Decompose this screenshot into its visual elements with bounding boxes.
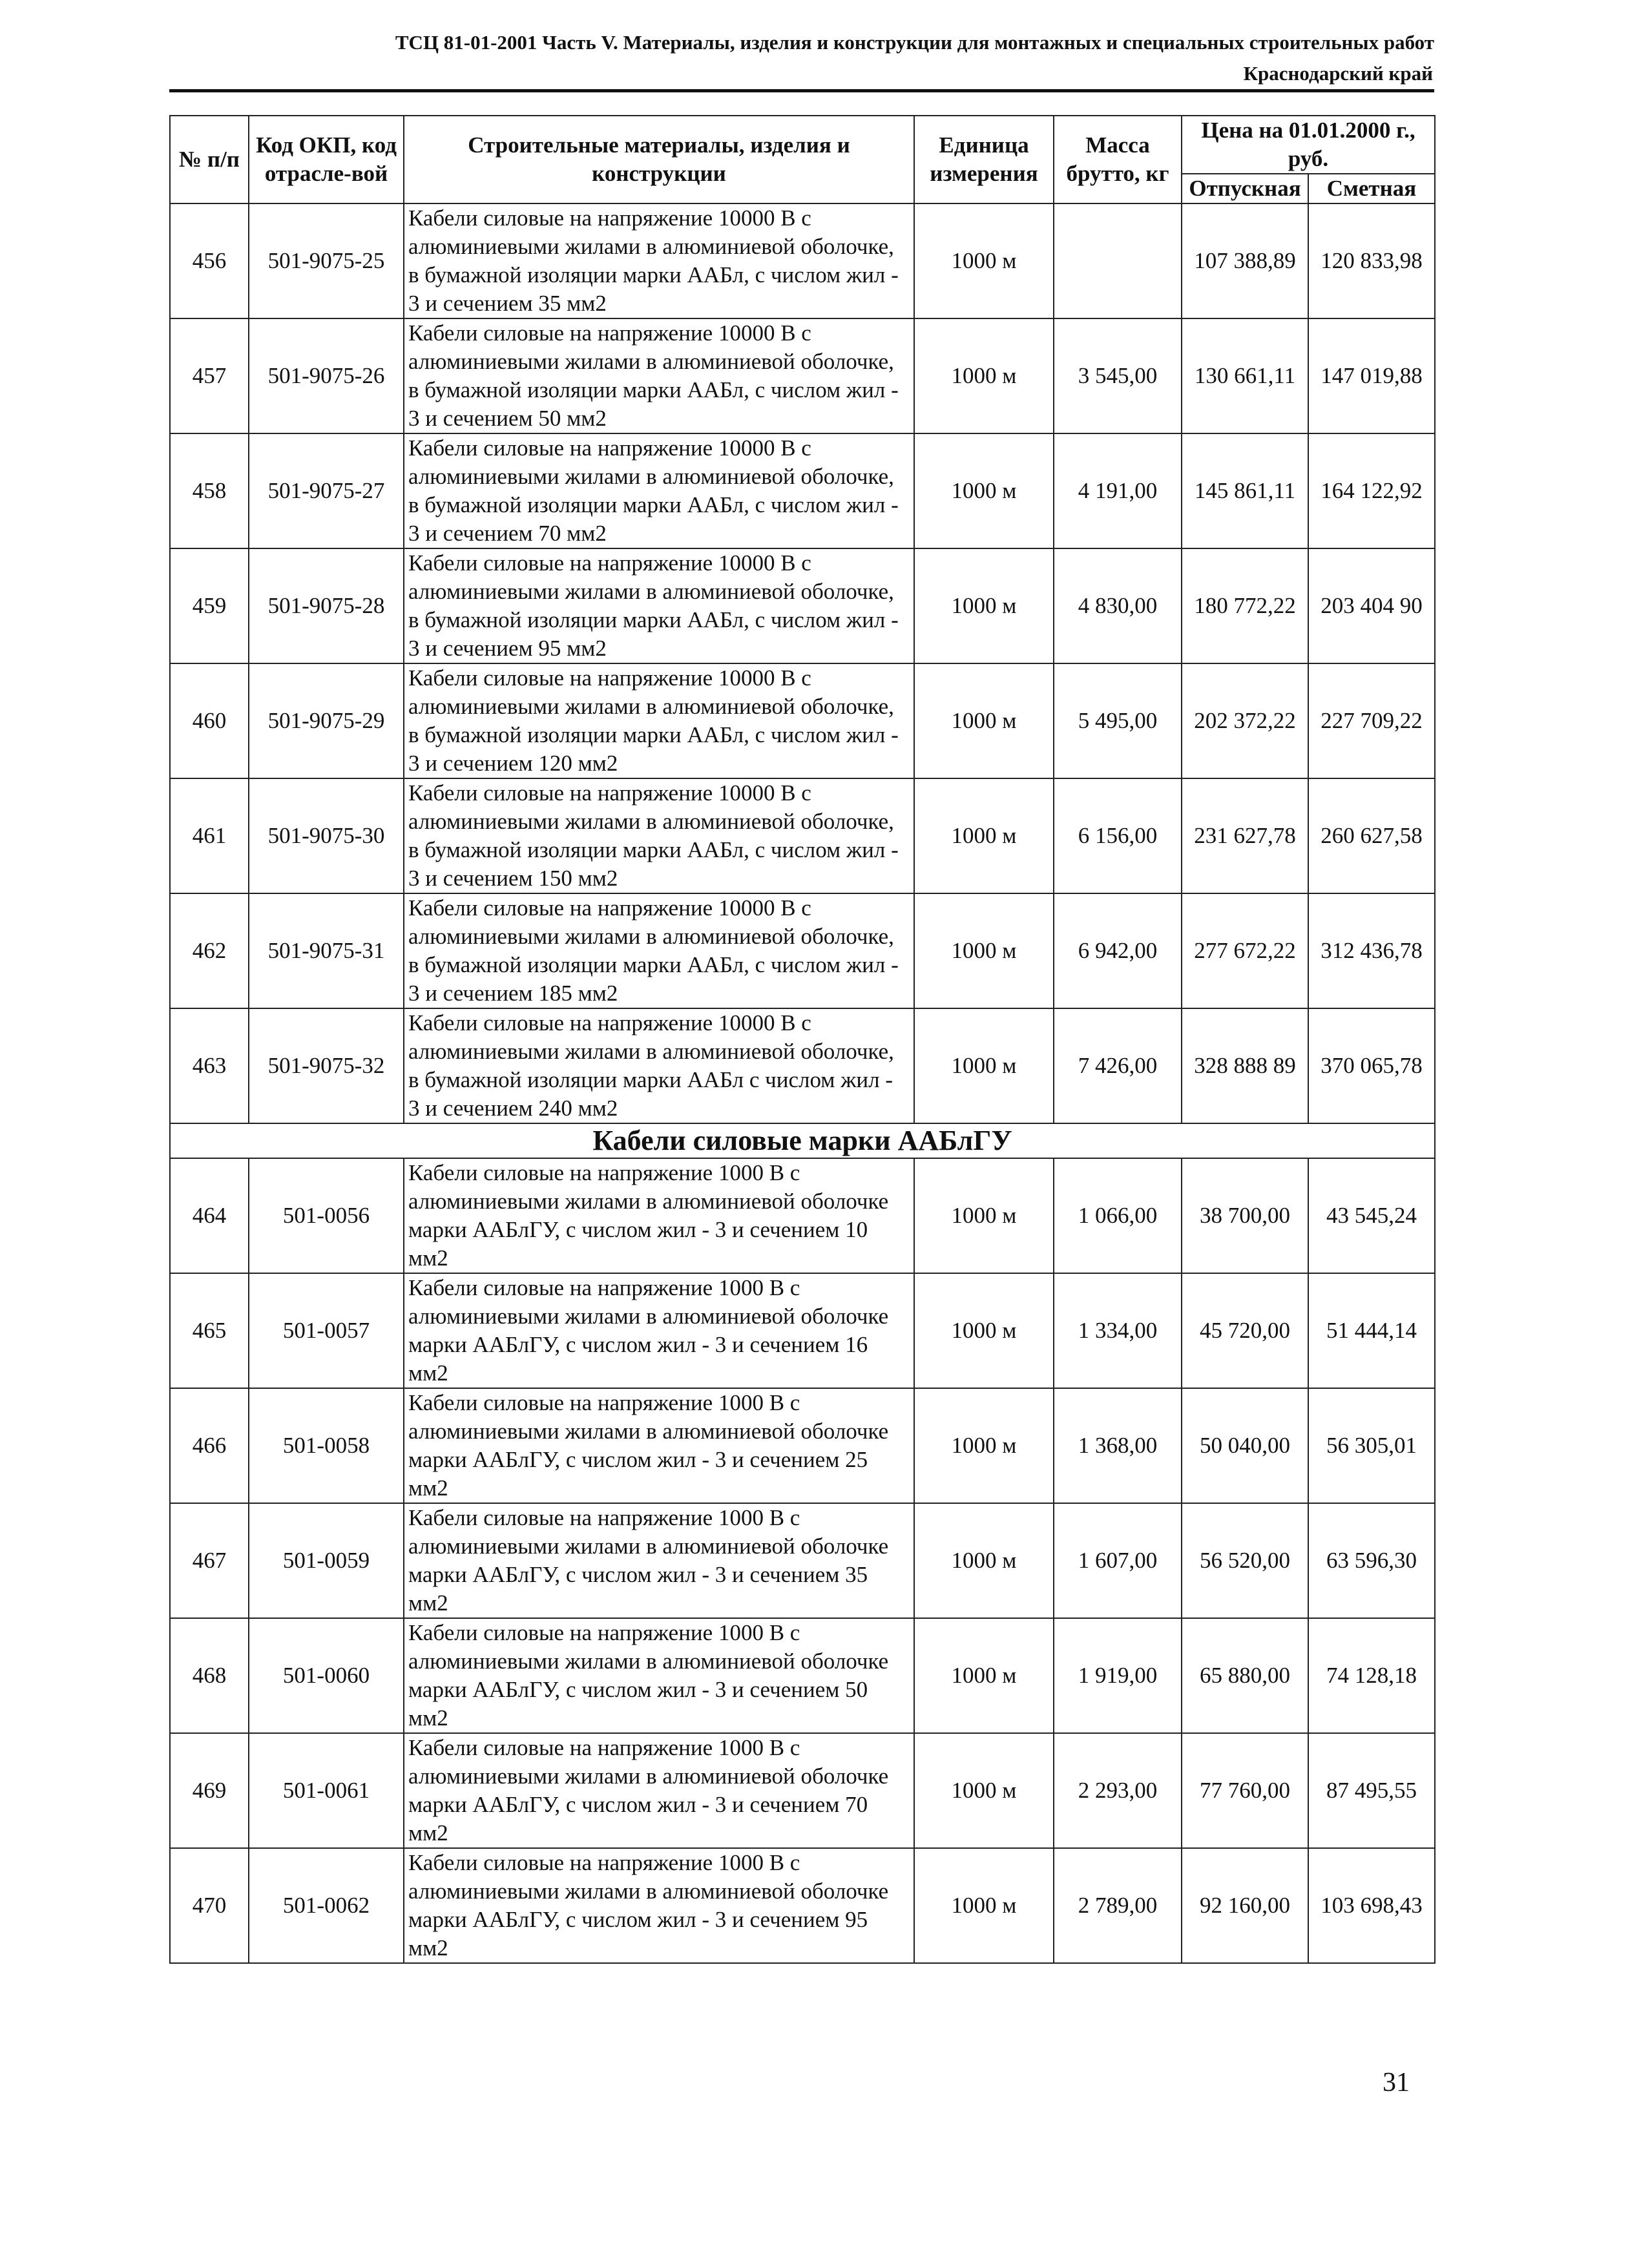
page-number: 31 xyxy=(1383,2068,1410,2097)
row-mass: 1 919,00 xyxy=(1054,1618,1182,1733)
row-code: 501-9075-25 xyxy=(249,203,404,318)
table-row xyxy=(170,778,1435,893)
row-release-price: 180 772,22 xyxy=(1182,548,1308,663)
row-name: Кабели силовые на напряжение 1000 В с алюминиевыми жилами в алюминиевой оболочке марки ААБлГУ, с числом жил - 3 и сечением 16 мм2 xyxy=(404,1273,914,1388)
row-release-price: 45 720,00 xyxy=(1182,1273,1308,1388)
row-code: 501-9075-27 xyxy=(249,433,404,548)
row-number: 460 xyxy=(170,663,249,778)
row-code: 501-9075-30 xyxy=(249,778,404,893)
col-header-release: Отпускная xyxy=(1182,174,1308,203)
materials-price-table xyxy=(169,115,1436,1964)
row-name: Кабели силовые на напряжение 10000 В с алюминиевыми жилами в алюминиевой оболочке, в бумажной изоляции марки ААБл, с числом жил - 3 и сечением 150 мм2 xyxy=(404,778,914,893)
row-name: Кабели силовые на напряжение 1000 В с алюминиевыми жилами в алюминиевой оболочке марки ААБлГУ, с числом жил - 3 и сечением 70 мм2 xyxy=(404,1733,914,1848)
row-mass: 2 789,00 xyxy=(1054,1848,1182,1963)
col-header-name: Строительные материалы, изделия и конструкции xyxy=(404,116,914,203)
row-estimate-price: 51 444,14 xyxy=(1308,1273,1435,1388)
row-name: Кабели силовые на напряжение 1000 В с алюминиевыми жилами в алюминиевой оболочке марки ААБлГУ, с числом жил - 3 и сечением 10 мм2 xyxy=(404,1158,914,1273)
table-row xyxy=(170,1008,1435,1123)
table-section xyxy=(170,1123,1435,1158)
row-code: 501-0058 xyxy=(249,1388,404,1503)
col-header-mass: Масса брутто, кг xyxy=(1054,116,1182,203)
col-header-unit: Единица измерения xyxy=(914,116,1054,203)
table-row xyxy=(170,433,1435,548)
row-release-price: 130 661,11 xyxy=(1182,318,1308,433)
row-mass: 6 156,00 xyxy=(1054,778,1182,893)
document-header-region: Краснодарский край xyxy=(1243,62,1433,85)
row-estimate-price: 63 596,30 xyxy=(1308,1503,1435,1618)
row-release-price: 38 700,00 xyxy=(1182,1158,1308,1273)
row-mass: 4 830,00 xyxy=(1054,548,1182,663)
row-code: 501-0061 xyxy=(249,1733,404,1848)
table-row xyxy=(170,1733,1435,1848)
col-header-price: Цена на 01.01.2000 г., руб. xyxy=(1182,116,1435,174)
row-unit: 1000 м xyxy=(914,548,1054,663)
row-estimate-price: 260 627,58 xyxy=(1308,778,1435,893)
row-release-price: 231 627,78 xyxy=(1182,778,1308,893)
row-name: Кабели силовые на напряжение 1000 В с алюминиевыми жилами в алюминиевой оболочке марки ААБлГУ, с числом жил - 3 и сечением 35 мм2 xyxy=(404,1503,914,1618)
table-row xyxy=(170,1273,1435,1388)
row-unit: 1000 м xyxy=(914,1008,1054,1123)
row-code: 501-9075-32 xyxy=(249,1008,404,1123)
col-header-code: Код ОКП, код отрасле-вой xyxy=(249,116,404,203)
table-row xyxy=(170,1503,1435,1618)
row-release-price: 202 372,22 xyxy=(1182,663,1308,778)
row-release-price: 92 160,00 xyxy=(1182,1848,1308,1963)
row-estimate-price: 147 019,88 xyxy=(1308,318,1435,433)
table-row xyxy=(170,318,1435,433)
row-number: 461 xyxy=(170,778,249,893)
row-number: 467 xyxy=(170,1503,249,1618)
header-rule xyxy=(169,89,1434,92)
row-name: Кабели силовые на напряжение 10000 В с алюминиевыми жилами в алюминиевой оболочке, в бумажной изоляции марки ААБл, с числом жил - 3 и сечением 120 мм2 xyxy=(404,663,914,778)
row-code: 501-0059 xyxy=(249,1503,404,1618)
section-title: Кабели силовые марки ААБлГУ xyxy=(170,1123,1435,1158)
row-unit: 1000 м xyxy=(914,1273,1054,1388)
row-code: 501-9075-31 xyxy=(249,893,404,1008)
row-name: Кабели силовые на напряжение 10000 В с алюминиевыми жилами в алюминиевой оболочке, в бумажной изоляции марки ААБл, с числом жил - 3 и сечением 35 мм2 xyxy=(404,203,914,318)
row-code: 501-0057 xyxy=(249,1273,404,1388)
row-name: Кабели силовые на напряжение 10000 В с алюминиевыми жилами в алюминиевой оболочке, в бумажной изоляции марки ААБл, с числом жил - 3 и сечением 185 мм2 xyxy=(404,893,914,1008)
row-release-price: 50 040,00 xyxy=(1182,1388,1308,1503)
table-row xyxy=(170,1618,1435,1733)
col-header-estimate: Сметная xyxy=(1308,174,1435,203)
row-unit: 1000 м xyxy=(914,1733,1054,1848)
row-unit: 1000 м xyxy=(914,203,1054,318)
row-number: 464 xyxy=(170,1158,249,1273)
table-body-aabl xyxy=(170,203,1435,1123)
row-mass: 1 607,00 xyxy=(1054,1503,1182,1618)
row-mass: 1 334,00 xyxy=(1054,1273,1182,1388)
row-code: 501-9075-26 xyxy=(249,318,404,433)
row-estimate-price: 120 833,98 xyxy=(1308,203,1435,318)
row-mass xyxy=(1054,203,1182,318)
row-mass: 6 942,00 xyxy=(1054,893,1182,1008)
row-unit: 1000 м xyxy=(914,1503,1054,1618)
row-unit: 1000 м xyxy=(914,663,1054,778)
row-number: 456 xyxy=(170,203,249,318)
document-header-title: ТСЦ 81-01-2001 Часть V. Материалы, изделия и конструкции для монтажных и специальных строительных работ xyxy=(395,31,1434,54)
table-row xyxy=(170,663,1435,778)
row-mass: 4 191,00 xyxy=(1054,433,1182,548)
row-code: 501-9075-28 xyxy=(249,548,404,663)
row-unit: 1000 м xyxy=(914,1388,1054,1503)
col-header-num: № п/п xyxy=(170,116,249,203)
row-unit: 1000 м xyxy=(914,433,1054,548)
table-row xyxy=(170,548,1435,663)
row-number: 469 xyxy=(170,1733,249,1848)
row-mass: 2 293,00 xyxy=(1054,1733,1182,1848)
row-number: 459 xyxy=(170,548,249,663)
row-unit: 1000 м xyxy=(914,1848,1054,1963)
row-number: 462 xyxy=(170,893,249,1008)
row-number: 463 xyxy=(170,1008,249,1123)
table-row xyxy=(170,203,1435,318)
row-release-price: 56 520,00 xyxy=(1182,1503,1308,1618)
row-name: Кабели силовые на напряжение 1000 В с алюминиевыми жилами в алюминиевой оболочке марки ААБлГУ, с числом жил - 3 и сечением 50 мм2 xyxy=(404,1618,914,1733)
table-row xyxy=(170,1158,1435,1273)
row-name: Кабели силовые на напряжение 10000 В с алюминиевыми жилами в алюминиевой оболочке, в бумажной изоляции марки ААБл с числом жил - 3 и сечением 240 мм2 xyxy=(404,1008,914,1123)
table-row xyxy=(170,1388,1435,1503)
row-number: 458 xyxy=(170,433,249,548)
row-estimate-price: 370 065,78 xyxy=(1308,1008,1435,1123)
row-estimate-price: 227 709,22 xyxy=(1308,663,1435,778)
row-name: Кабели силовые на напряжение 10000 В с алюминиевыми жилами в алюминиевой оболочке, в бумажной изоляции марки ААБл, с числом жил - 3 и сечением 50 мм2 xyxy=(404,318,914,433)
row-estimate-price: 103 698,43 xyxy=(1308,1848,1435,1963)
row-release-price: 65 880,00 xyxy=(1182,1618,1308,1733)
row-code: 501-0062 xyxy=(249,1848,404,1963)
row-estimate-price: 203 404 90 xyxy=(1308,548,1435,663)
row-release-price: 145 861,11 xyxy=(1182,433,1308,548)
table-row xyxy=(170,1848,1435,1963)
row-name: Кабели силовые на напряжение 1000 В с алюминиевыми жилами в алюминиевой оболочке марки ААБлГУ, с числом жил - 3 и сечением 25 мм2 xyxy=(404,1388,914,1503)
row-code: 501-0056 xyxy=(249,1158,404,1273)
row-name: Кабели силовые на напряжение 1000 В с алюминиевыми жилами в алюминиевой оболочке марки ААБлГУ, с числом жил - 3 и сечением 95 мм2 xyxy=(404,1848,914,1963)
row-mass: 1 066,00 xyxy=(1054,1158,1182,1273)
row-estimate-price: 87 495,55 xyxy=(1308,1733,1435,1848)
row-estimate-price: 43 545,24 xyxy=(1308,1158,1435,1273)
row-number: 465 xyxy=(170,1273,249,1388)
row-mass: 1 368,00 xyxy=(1054,1388,1182,1503)
row-release-price: 77 760,00 xyxy=(1182,1733,1308,1848)
row-number: 468 xyxy=(170,1618,249,1733)
row-estimate-price: 74 128,18 xyxy=(1308,1618,1435,1733)
row-release-price: 277 672,22 xyxy=(1182,893,1308,1008)
row-release-price: 107 388,89 xyxy=(1182,203,1308,318)
row-name: Кабели силовые на напряжение 10000 В с алюминиевыми жилами в алюминиевой оболочке, в бумажной изоляции марки ААБл, с числом жил - 3 и сечением 95 мм2 xyxy=(404,548,914,663)
row-mass: 3 545,00 xyxy=(1054,318,1182,433)
row-estimate-price: 56 305,01 xyxy=(1308,1388,1435,1503)
row-estimate-price: 164 122,92 xyxy=(1308,433,1435,548)
row-unit: 1000 м xyxy=(914,893,1054,1008)
row-unit: 1000 м xyxy=(914,1618,1054,1733)
row-unit: 1000 м xyxy=(914,318,1054,433)
table-row xyxy=(170,893,1435,1008)
row-number: 470 xyxy=(170,1848,249,1963)
row-mass: 5 495,00 xyxy=(1054,663,1182,778)
row-number: 457 xyxy=(170,318,249,433)
row-release-price: 328 888 89 xyxy=(1182,1008,1308,1123)
row-estimate-price: 312 436,78 xyxy=(1308,893,1435,1008)
table-body-aablgu xyxy=(170,1158,1435,1963)
row-code: 501-9075-29 xyxy=(249,663,404,778)
row-unit: 1000 м xyxy=(914,778,1054,893)
row-unit: 1000 м xyxy=(914,1158,1054,1273)
row-code: 501-0060 xyxy=(249,1618,404,1733)
row-name: Кабели силовые на напряжение 10000 В с алюминиевыми жилами в алюминиевой оболочке, в бумажной изоляции марки ААБл, с числом жил - 3 и сечением 70 мм2 xyxy=(404,433,914,548)
row-mass: 7 426,00 xyxy=(1054,1008,1182,1123)
row-number: 466 xyxy=(170,1388,249,1503)
